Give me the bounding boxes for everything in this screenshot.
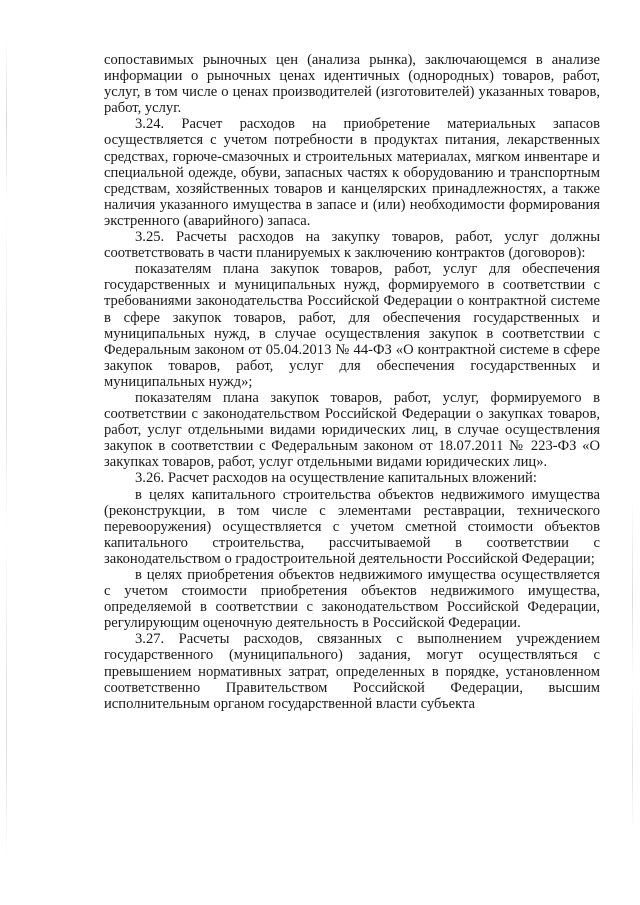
paragraph-3-26-item-acquisition: в целях приобретения объектов недвижимого имущества осуществляется с учетом стоимости приобретения объектов недвижимого имущества, определяемой в соответствии с законодательством Российской Федерации, регулирующим оценочную деятельность в Российской Федерации.	[104, 567, 600, 632]
paragraph-3-25-item-44fz: показателям плана закупок товаров, работ, услуг для обеспечения государственных и муниципальных нужд, формируемого в соответствии с требованиями законодательства Российской Федерации о контрактной системе в сфере закупок товаров, работ, для обеспечения государственных и муниципальных нужд, в случае осуществления закупок в соответствии с Федеральным законом от 05.04.2013 № 44-ФЗ «О контрактной системе в сфере закупок товаров, работ, услуг для обеспечения государственных и муниципальных нужд»;	[104, 261, 600, 390]
paragraph-3-27: 3.27. Расчеты расходов, связанных с выполнением учреждением государственного (муниципального) задания, могут осуществляться с превышением нормативных затрат, определенных в порядке, установленном соответственно Правительством Российской Федерации, высшим исполнительным органом государственной власти субъекта	[104, 631, 600, 712]
scan-edge-right	[632, 500, 633, 830]
scan-edge-left	[6, 40, 7, 860]
document-body	[104, 52, 600, 712]
paragraph-3-24: 3.24. Расчет расходов на приобретение материальных запасов осуществляется с учетом потребности в продуктах питания, лекарственных средствах, горюче-смазочных и строительных материалах, мягком инвентаре и специальной одежде, обуви, запасных частях к оборудованию и транспортным средствам, хозяйственных товаров и канцелярских принадлежностях, а также наличия указанного имущества в запасе и (или) необходимости формирования экстренного (аварийного) запаса.	[104, 116, 600, 229]
paragraph-3-26-item-construction: в целях капитального строительства объектов недвижимого имущества (реконструкции, в том числе с элементами реставрации, технического перевооружения) осуществляется с учетом сметной стоимости объектов капитального строительства, рассчитываемой в соответствии с законодательством о градостроительной деятельности Российской Федерации;	[104, 486, 600, 567]
paragraph-continuation: сопоставимых рыночных цен (анализа рынка), заключающемся в анализе информации о рыночных ценах идентичных (однородных) товаров, работ, услуг, в том числе о ценах производителей (изготовителей) указанных товаров, работ, услуг.	[104, 52, 600, 117]
paragraph-3-26: 3.26. Расчет расходов на осуществление капитальных вложений:	[135, 470, 537, 487]
paragraph-3-25-item-223fz: показателям плана закупок товаров, работ, услуг, формируемого в соответствии с законодательством Российской Федерации о закупках товаров, работ, услуг отдельными видами юридических лиц, в случае осуществления закупок в соответствии с Федеральным законом от 18.07.2011 № 223-ФЗ «О закупках товаров, работ, услуг отдельными видами юридических лиц».	[104, 389, 600, 471]
paragraph-3-25: 3.25. Расчеты расходов на закупку товаров, работ, услуг должны соответствовать в части планируемых к заключению контрактов (договоров):	[104, 229, 600, 262]
